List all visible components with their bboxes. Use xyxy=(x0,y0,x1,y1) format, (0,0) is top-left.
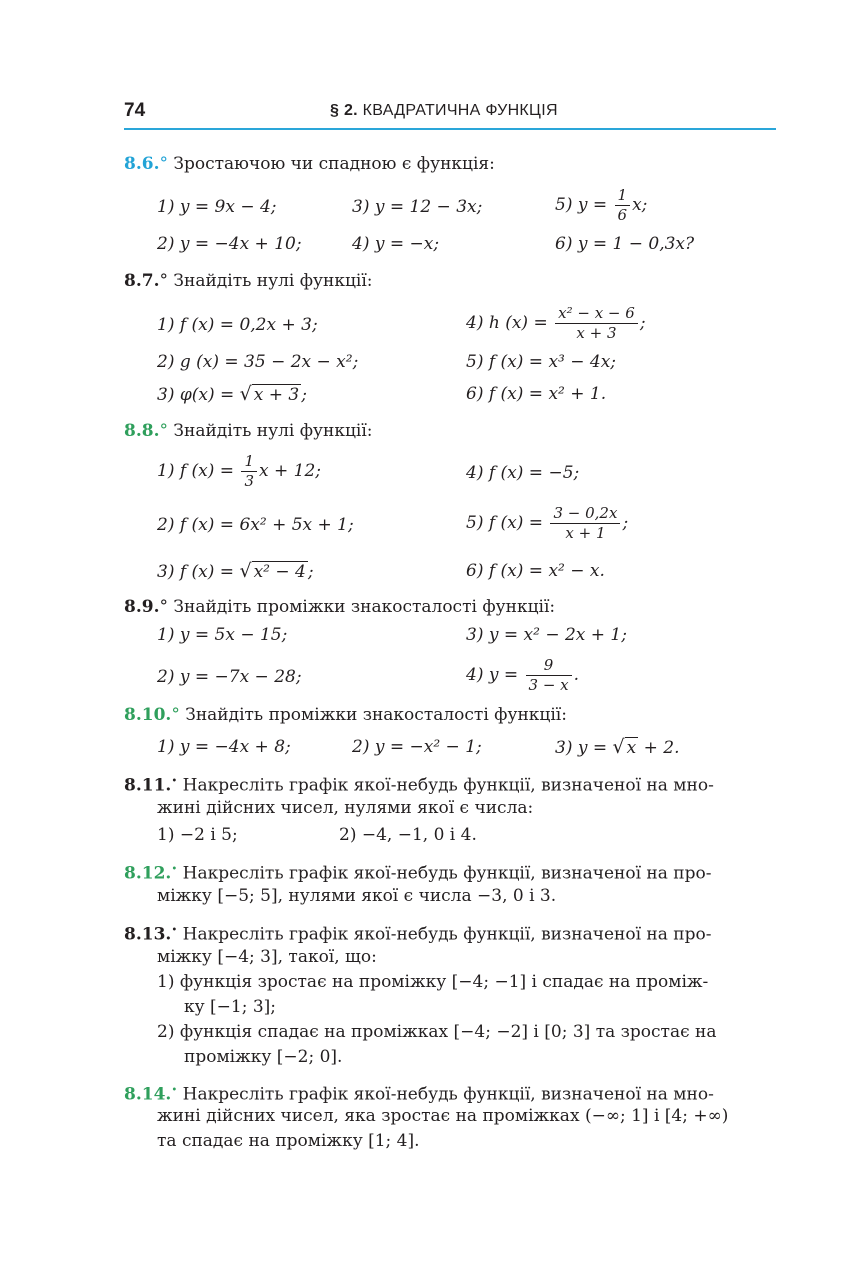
exercise-text: Зростаючою чи спадною є функція: xyxy=(173,154,495,174)
item: 2) функція спадає на проміжках [−4; −2] і [0; 3] та зростає на xyxy=(157,1022,717,1042)
exercise-8-14-heading xyxy=(124,1080,714,1106)
radicand: x + 3 xyxy=(253,385,300,405)
exercise-number: 8.6. xyxy=(124,154,160,174)
item-suffix: + 2. xyxy=(643,738,680,758)
fraction xyxy=(241,452,257,491)
item: 1) −2 і 5; xyxy=(157,825,238,845)
item xyxy=(157,452,321,491)
item-suffix: ; xyxy=(307,562,314,582)
exercise-text: Знайдіть нулі функції: xyxy=(173,421,373,441)
exercise-text-line: жині дійсних чисел, нулями якої є числа: xyxy=(157,798,534,818)
radical-sign: √ xyxy=(612,736,625,758)
item-suffix: ; xyxy=(639,313,646,333)
exercise-text-line: міжку [−5; 5], нулями якої є числа −3, 0 і 3. xyxy=(157,886,557,906)
fraction xyxy=(526,656,572,695)
exercise-text: Накресліть графік якої-небудь функції, визначеної на про- xyxy=(182,924,712,945)
denominator: x + 1 xyxy=(550,523,620,543)
item: 2) y = −7x − 28; xyxy=(157,667,302,687)
exercise-text: Знайдіть проміжки знакосталості функції: xyxy=(173,597,556,617)
numerator: 1 xyxy=(617,186,628,204)
item-prefix: 4) y = xyxy=(466,665,519,685)
page-number: 74 xyxy=(124,100,146,121)
exercise-text-line: жині дійсних чисел, яка зростає на проміжках (−∞; 1] і [4; +∞) xyxy=(157,1106,729,1126)
item: 2) −4, −1, 0 і 4. xyxy=(339,825,477,845)
item xyxy=(466,304,646,343)
fraction xyxy=(555,304,638,343)
item-suffix: x; xyxy=(632,195,648,215)
exercise-8-9-heading xyxy=(124,596,555,618)
item-prefix: 3) φ(x) = xyxy=(157,385,235,405)
difficulty-mark: ° xyxy=(159,271,168,291)
difficulty-mark: • xyxy=(171,1085,178,1096)
exercise-number: 8.13. xyxy=(124,924,172,945)
radical-sign: √ xyxy=(239,383,252,405)
denominator: x + 3 xyxy=(555,323,638,343)
numerator: x² − x − 6 xyxy=(558,304,635,322)
exercise-8-8-heading xyxy=(124,420,373,442)
exercise-number: 8.9. xyxy=(124,597,160,617)
numerator: 3 − 0,2x xyxy=(553,504,618,522)
exercise-text: Знайдіть проміжки знакосталості функції: xyxy=(185,705,567,725)
exercise-text-line: та спадає на проміжку [1; 4]. xyxy=(157,1131,420,1151)
item: 3) y = x² − 2x + 1; xyxy=(466,625,627,645)
item xyxy=(555,736,680,759)
radical-sign: √ xyxy=(239,560,252,582)
denominator: 3 xyxy=(241,471,257,491)
item: 4) y = −x; xyxy=(352,234,440,254)
exercise-8-7-heading xyxy=(124,270,373,292)
item-prefix: 5) f (x) = xyxy=(466,513,544,533)
item-continuation: ку [−1; 3]; xyxy=(184,997,277,1017)
numerator: 1 xyxy=(244,452,255,470)
exercise-number: 8.12. xyxy=(124,863,172,884)
exercise-8-10-heading xyxy=(124,704,567,726)
difficulty-mark: ° xyxy=(159,597,168,617)
difficulty-mark: ° xyxy=(159,421,168,441)
section-title: КВАДРАТИЧНА ФУНКЦІЯ xyxy=(362,102,558,119)
item xyxy=(466,656,579,695)
item-prefix: 3) y = xyxy=(555,738,608,758)
difficulty-mark: • xyxy=(171,925,178,936)
header-rule xyxy=(124,128,776,130)
numerator: 9 xyxy=(543,656,554,674)
difficulty-mark: • xyxy=(171,776,178,787)
section-mark: § 2. xyxy=(330,102,358,119)
item: 1) y = 9x − 4; xyxy=(157,197,277,217)
denominator: 6 xyxy=(615,205,631,225)
item: 1) функція зростає на проміжку [−4; −1] і спадає на проміж- xyxy=(157,972,709,992)
item xyxy=(157,560,314,583)
exercise-number: 8.14. xyxy=(124,1084,172,1105)
item: 6) f (x) = x² − x. xyxy=(466,561,605,581)
radicand: x² − 4 xyxy=(253,562,306,582)
item-prefix: 4) h (x) = xyxy=(466,313,548,333)
exercise-text: Знайдіть нулі функції: xyxy=(173,271,373,291)
denominator: 3 − x xyxy=(526,675,572,695)
exercise-text-line: міжку [−4; 3], такої, що: xyxy=(157,947,377,967)
difficulty-mark: ° xyxy=(159,154,168,174)
item: 6) y = 1 − 0,3x? xyxy=(555,234,695,254)
item-prefix: 1) f (x) = xyxy=(157,461,235,481)
item: 2) y = −4x + 10; xyxy=(157,234,302,254)
fraction xyxy=(615,186,631,225)
difficulty-mark: • xyxy=(171,864,178,875)
exercise-number: 8.11. xyxy=(124,775,172,796)
item: 5) f (x) = x³ − 4x; xyxy=(466,352,617,372)
item: 1) f (x) = 0,2x + 3; xyxy=(157,315,318,335)
item: 1) y = −4x + 8; xyxy=(157,737,291,757)
exercise-number: 8.7. xyxy=(124,271,160,291)
radicand: x xyxy=(626,738,637,758)
difficulty-mark: ° xyxy=(171,705,180,725)
exercise-number: 8.10. xyxy=(124,705,172,725)
exercise-text: Накресліть графік якої-небудь функції, визначеної на про- xyxy=(182,863,712,884)
item: 3) y = 12 − 3x; xyxy=(352,197,483,217)
item: 2) g (x) = 35 − 2x − x²; xyxy=(157,352,359,372)
exercise-8-13-heading xyxy=(124,920,712,946)
item-suffix: ; xyxy=(622,513,629,533)
item-prefix: 3) f (x) = xyxy=(157,562,235,582)
item: 1) y = 5x − 15; xyxy=(157,625,288,645)
item: 2) y = −x² − 1; xyxy=(352,737,482,757)
item: 4) f (x) = −5; xyxy=(466,463,580,483)
item-prefix: 5) y = xyxy=(555,195,608,215)
exercise-number: 8.8. xyxy=(124,421,160,441)
item-continuation: проміжку [−2; 0]. xyxy=(184,1047,343,1067)
item: 6) f (x) = x² + 1. xyxy=(466,384,607,404)
running-header xyxy=(330,102,558,120)
item: 2) f (x) = 6x² + 5x + 1; xyxy=(157,515,354,535)
item-suffix: ; xyxy=(301,385,307,405)
exercise-8-6-heading xyxy=(124,153,495,175)
item xyxy=(157,383,307,406)
fraction xyxy=(550,504,620,543)
exercise-8-11-heading xyxy=(124,771,714,797)
exercise-text: Накресліть графік якої-небудь функції, визначеної на мно- xyxy=(182,1084,714,1105)
item xyxy=(555,186,647,225)
exercise-8-12-heading xyxy=(124,859,712,885)
item-suffix: x + 12; xyxy=(259,461,322,481)
item-suffix: . xyxy=(573,665,580,685)
exercise-text: Накресліть графік якої-небудь функції, визначеної на мно- xyxy=(182,775,714,796)
item xyxy=(466,504,628,543)
